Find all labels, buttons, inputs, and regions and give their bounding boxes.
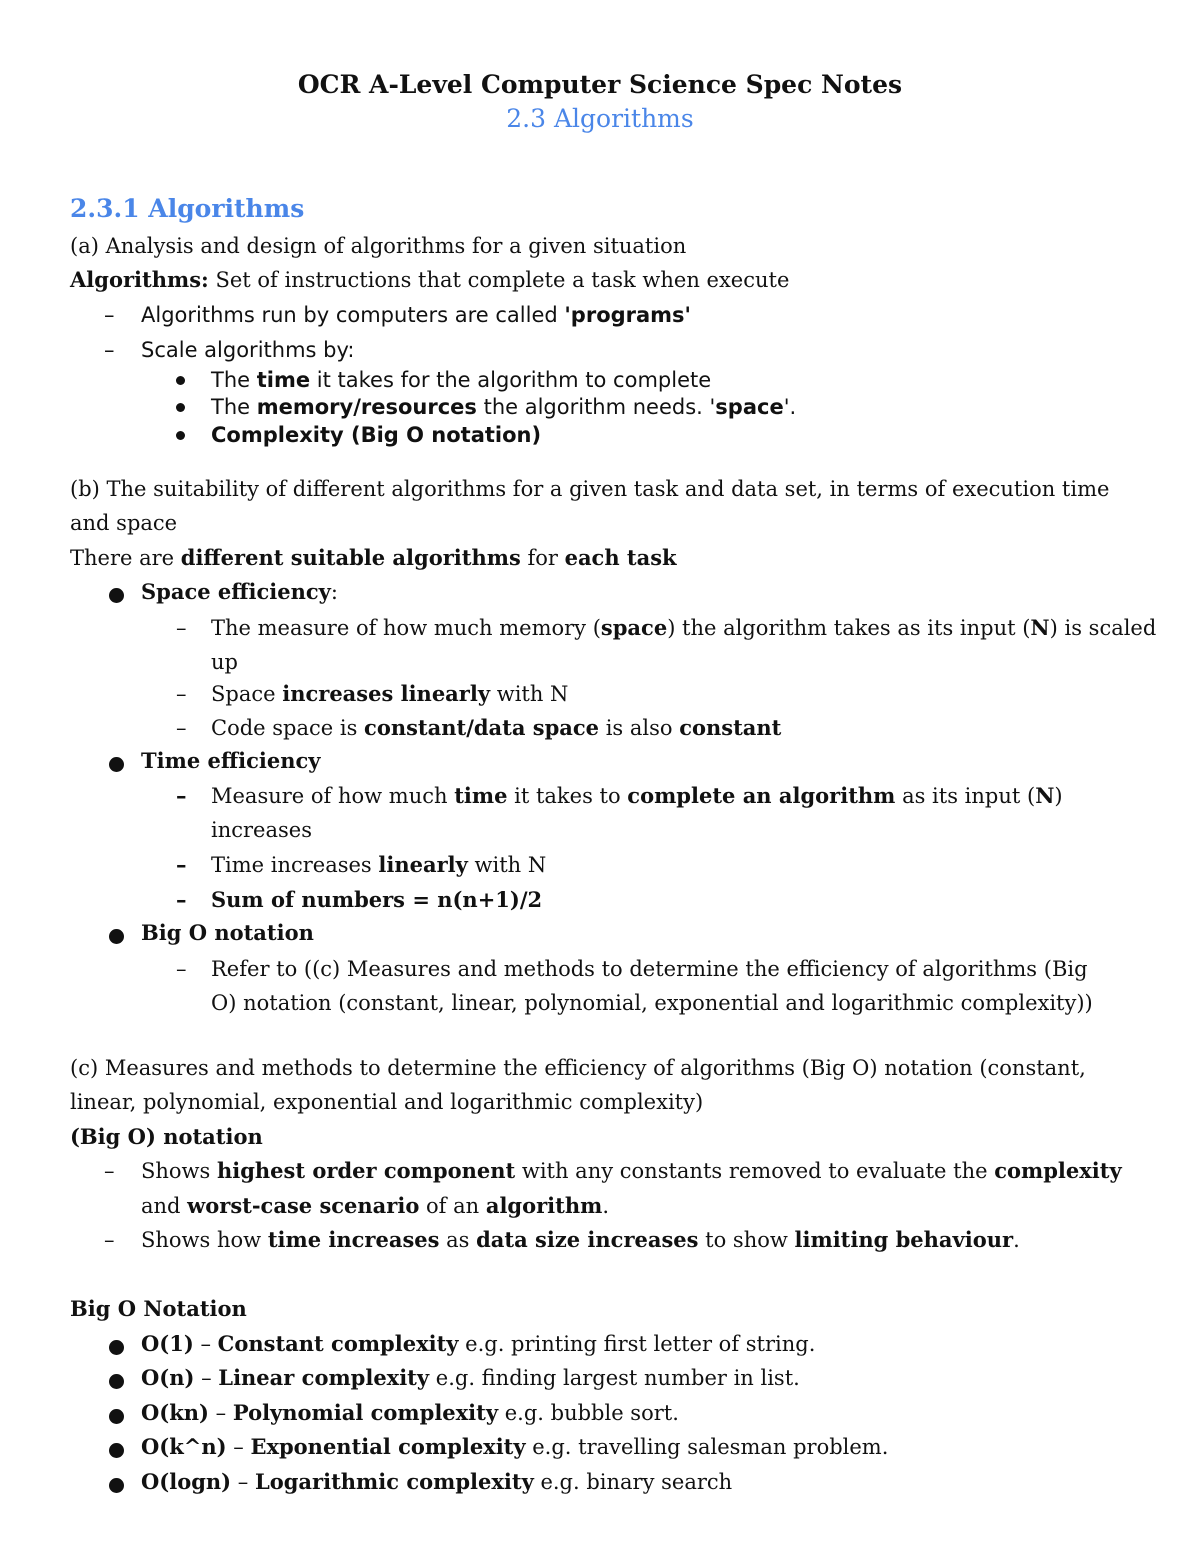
dash-marker: –: [104, 338, 115, 362]
list-item: Space increases linearly with N: [211, 681, 569, 706]
list-item: Code space is constant/data space is also constant: [211, 715, 782, 740]
big-o-item: O(n) – Linear complexity e.g. finding largest number in list.: [141, 1365, 800, 1390]
part-b-heading-line1: (b) The suitability of different algorithms for a given task and data set, in terms of execution time: [70, 477, 1110, 501]
part-b-intro: There are different suitable algorithms for each task: [70, 545, 677, 570]
list-item-continuation: up: [211, 650, 238, 674]
dash-marker: –: [176, 957, 187, 981]
bullet-icon: [176, 376, 185, 385]
bullet-icon: [109, 1374, 124, 1389]
big-o-item: O(1) – Constant complexity e.g. printing first letter of string.: [141, 1331, 816, 1356]
list-item-continuation: and worst-case scenario of an algorithm.: [141, 1193, 610, 1218]
space-efficiency-label: Space efficiency:: [141, 579, 338, 604]
dash-marker: –: [176, 887, 187, 912]
bullet-icon: [109, 1478, 124, 1493]
bullet-icon: [109, 1443, 124, 1458]
list-item-continuation: increases: [211, 818, 312, 842]
list-item: Shows how time increases as data size increases to show limiting behaviour.: [141, 1227, 1020, 1252]
dash-marker: –: [104, 1228, 115, 1252]
list-item-continuation: O) notation (constant, linear, polynomial, exponential and logarithmic complexity)): [211, 991, 1093, 1015]
big-o-item: O(k^n) – Exponential complexity e.g. travelling salesman problem.: [141, 1434, 889, 1459]
algorithms-definition: [70, 268, 789, 292]
section-heading: 2.3.1 Algorithms: [70, 194, 305, 223]
part-a-heading: (a) Analysis and design of algorithms for a given situation: [70, 234, 687, 258]
list-item: Scale algorithms by:: [141, 338, 355, 362]
list-item: Refer to ((c) Measures and methods to determine the efficiency of algorithms (Big: [211, 957, 1088, 981]
bullet-icon: [176, 431, 185, 440]
big-o-item: O(logn) – Logarithmic complexity e.g. binary search: [141, 1469, 733, 1494]
dash-marker: –: [176, 716, 187, 740]
list-item: Measure of how much time it takes to complete an algorithm as its input (N): [211, 783, 1063, 808]
dash-marker: –: [176, 783, 187, 808]
bullet-icon: [109, 757, 124, 772]
definition-text: Set of instructions that complete a task when execute: [208, 268, 790, 292]
part-b-heading-line2: and space: [70, 511, 178, 535]
bullet-icon: [176, 403, 185, 412]
document-title: OCR A-Level Computer Science Spec Notes: [297, 70, 903, 99]
big-o-list-heading: Big O Notation: [70, 1296, 247, 1321]
bullet-icon: [109, 588, 124, 603]
big-o-label: Big O notation: [141, 920, 314, 945]
list-item: Complexity (Big O notation): [211, 423, 542, 447]
document-subtitle: 2.3 Algorithms: [506, 104, 694, 133]
list-item: The time it takes for the algorithm to complete: [211, 368, 712, 392]
dash-marker: –: [176, 852, 187, 877]
bullet-icon: [109, 1409, 124, 1424]
list-item: Shows highest order component with any constants removed to evaluate the complexity: [141, 1158, 1122, 1183]
list-item: Time increases linearly with N: [211, 852, 547, 877]
bullet-icon: [109, 929, 124, 944]
list-item: The memory/resources the algorithm needs. 'space'.: [211, 395, 797, 419]
part-c-heading-line2: linear, polynomial, exponential and logarithmic complexity): [70, 1090, 704, 1114]
list-item: Sum of numbers = n(n+1)/2: [211, 887, 543, 912]
dash-marker: –: [104, 303, 115, 327]
list-item: The measure of how much memory (space) the algorithm takes as its input (N) is scaled: [211, 615, 1157, 640]
big-o-item: O(kn) – Polynomial complexity e.g. bubble sort.: [141, 1400, 679, 1425]
dash-marker: –: [176, 616, 187, 640]
bullet-icon: [109, 1340, 124, 1355]
definition-term: Algorithms:: [70, 267, 209, 292]
big-o-subheading: (Big O) notation: [70, 1124, 263, 1149]
part-c-heading-line1: (c) Measures and methods to determine the efficiency of algorithms (Big O) notation (constant,: [70, 1056, 1086, 1080]
list-item: Algorithms run by computers are called 'programs': [141, 303, 691, 327]
dash-marker: –: [104, 1159, 115, 1183]
dash-marker: –: [176, 682, 187, 706]
time-efficiency-label: Time efficiency: [141, 748, 321, 773]
